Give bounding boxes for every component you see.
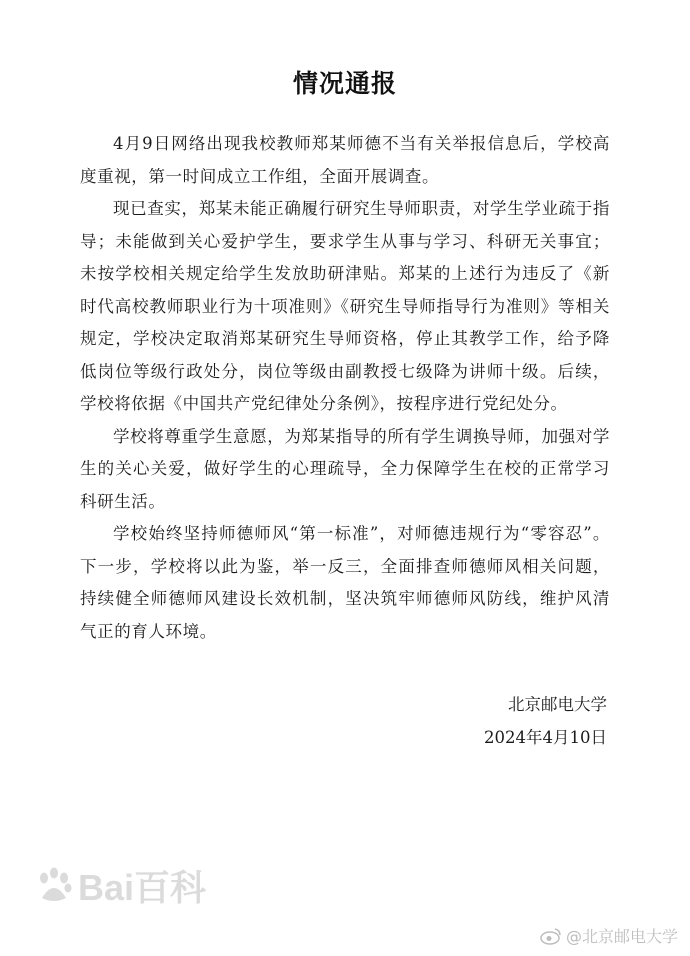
paragraph-2: 现已查实，郑某未能正确履行研究生导师职责，对学生学业疏于指导；未能做到关心爱护学生，要求学生从事与学习、科研无关事宜；未按学校相关规定给学生发放助研津贴。郑某的上述行为违反了《新时代高校教师职业行为十项准则》《研究生导师指导行为准则》等相关规定，学校决定取消郑某研究生导师资格，停止其教学工作，给予降低岗位等级行政处分，岗位等级由副教授七级降为讲师十级。后续，学校将依据《中国共产党纪律处分条例》，按程序进行党纪处分。 xyxy=(80,199,610,413)
weibo-watermark-text: @北京邮电大学 xyxy=(565,927,678,946)
document-title: 情况通报 xyxy=(292,69,397,98)
document-body xyxy=(80,128,610,648)
signature-organization: 北京邮电大学 xyxy=(508,695,607,714)
signature-date: 2024年4月10日 xyxy=(484,728,607,747)
baidu-watermark-text: Bai百科 xyxy=(78,867,207,908)
paragraph-4: 学校始终坚持师德师风“第一标准”，对师德违规行为“零容忍”。下一步，学校将以此为鉴，举一反三，全面排查师德师风相关问题，持续健全师德师风建设长效机制，坚决筑牢师德师风防线，维护风清气正的育人环境。 xyxy=(80,524,610,641)
baidu-watermark xyxy=(30,860,206,911)
weibo-logo-icon xyxy=(540,927,562,945)
baidu-paw-icon xyxy=(32,864,76,908)
paragraph-3: 学校将尊重学生意愿，为郑某指导的所有学生调换导师，加强对学生的关心关爱，做好学生的心理疏导，全力保障学生在校的正常学习科研生活。 xyxy=(80,426,610,511)
paragraph-1: 4月9日网络出现我校教师郑某师德不当有关举报信息后，学校高度重视，第一时间成立工作组，全面开展调查。 xyxy=(80,134,610,186)
weibo-watermark xyxy=(540,924,678,947)
signature-block xyxy=(484,688,607,754)
